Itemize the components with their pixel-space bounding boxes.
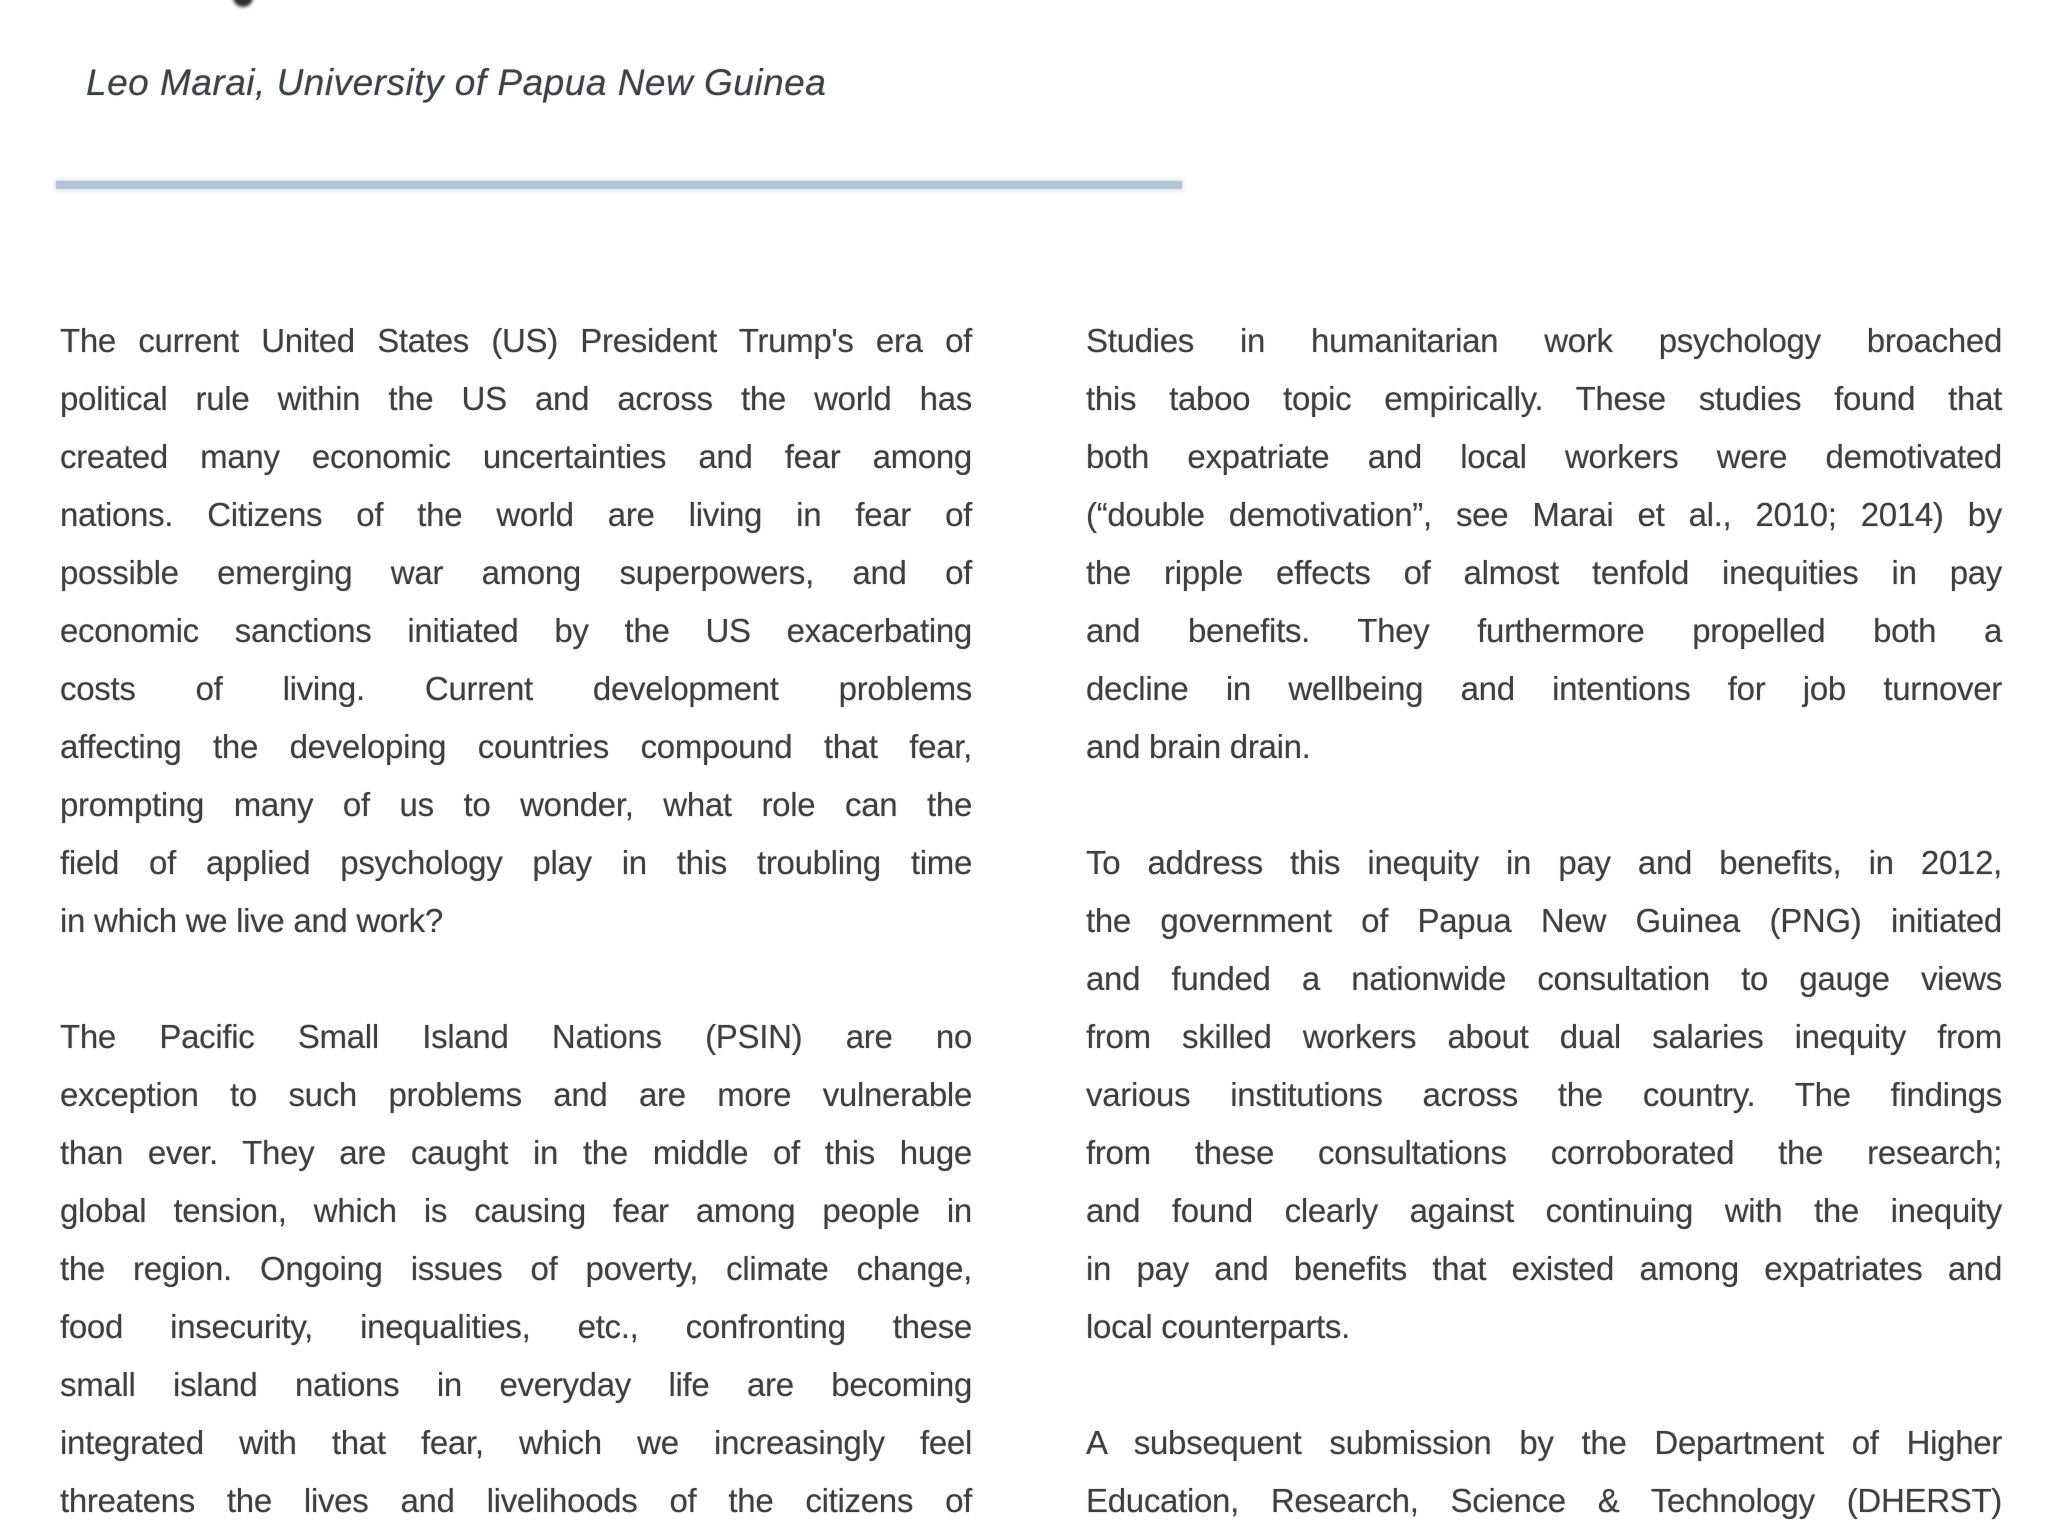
text-line: The current United States (US) President Trump's era of	[60, 322, 972, 359]
text-line: various institutions across the country. The findings	[1086, 1076, 2002, 1113]
text-line: Education, Research, Science & Technology (DHERST)	[1086, 1482, 2002, 1519]
text-line: in which we live and work?	[60, 902, 443, 939]
text-line: decline in wellbeing and intentions for job turnover	[1086, 670, 2002, 707]
text-line: Studies in humanitarian work psychology broached	[1086, 322, 2002, 359]
text-column-right	[1086, 312, 2002, 1530]
text-line: and funded a nationwide consultation to gauge views	[1086, 960, 2002, 997]
text-line: food insecurity, inequalities, etc., confronting these	[60, 1308, 972, 1345]
text-line: A subsequent submission by the Department of Higher	[1086, 1424, 2002, 1461]
text-line: in pay and benefits that existed among expatriates and	[1086, 1250, 2002, 1287]
section-divider-rule	[56, 181, 1182, 189]
paragraph	[1086, 1414, 2002, 1530]
text-line: and found clearly against continuing with the inequity	[1086, 1192, 2002, 1229]
text-line: than ever. They are caught in the middle of this huge	[60, 1134, 972, 1171]
text-line: prompting many of us to wonder, what role can the	[60, 786, 972, 823]
text-line: global tension, which is causing fear among people in	[60, 1192, 972, 1229]
text-line: and benefits. They furthermore propelled both a	[1086, 612, 2002, 649]
text-column-left	[60, 312, 972, 1530]
text-line: small island nations in everyday life are becoming	[60, 1366, 972, 1403]
text-line: created many economic uncertainties and fear among	[60, 438, 972, 475]
text-line: from skilled workers about dual salaries inequity from	[1086, 1018, 2002, 1055]
paragraph	[1086, 312, 2002, 776]
text-line: possible emerging war among superpowers, and of	[60, 554, 972, 591]
cropped-text-remnant	[233, 0, 253, 7]
text-line: integrated with that fear, which we increasingly feel	[60, 1424, 972, 1461]
text-line: economic sanctions initiated by the US exacerbating	[60, 612, 972, 649]
text-line: nations. Citizens of the world are living in fear of	[60, 496, 972, 533]
paragraph	[60, 312, 972, 950]
text-line: (“double demotivation”, see Marai et al., 2010; 2014) by	[1086, 496, 2002, 533]
text-line: the ripple effects of almost tenfold inequities in pay	[1086, 554, 2002, 591]
author-byline: Leo Marai, University of Papua New Guinea	[86, 62, 827, 103]
text-line: and brain drain.	[1086, 728, 1311, 765]
text-line: To address this inequity in pay and benefits, in 2012,	[1086, 844, 2002, 881]
text-line: The Pacific Small Island Nations (PSIN) are no	[60, 1018, 972, 1055]
text-line: exception to such problems and are more vulnerable	[60, 1076, 972, 1113]
text-line: costs of living. Current development problems	[60, 670, 972, 707]
paragraph	[1086, 834, 2002, 1356]
text-line: the region. Ongoing issues of poverty, climate change,	[60, 1250, 972, 1287]
text-line: local counterparts.	[1086, 1308, 1350, 1345]
text-line: political rule within the US and across the world has	[60, 380, 972, 417]
text-line: both expatriate and local workers were demotivated	[1086, 438, 2002, 475]
text-line: affecting the developing countries compound that fear,	[60, 728, 972, 765]
text-line: this taboo topic empirically. These studies found that	[1086, 380, 2002, 417]
paragraph	[60, 1008, 972, 1530]
text-line: from these consultations corroborated the research;	[1086, 1134, 2002, 1171]
text-line: the government of Papua New Guinea (PNG) initiated	[1086, 902, 2002, 939]
text-line: field of applied psychology play in this troubling time	[60, 844, 972, 881]
text-line: threatens the lives and livelihoods of the citizens of	[60, 1482, 972, 1519]
